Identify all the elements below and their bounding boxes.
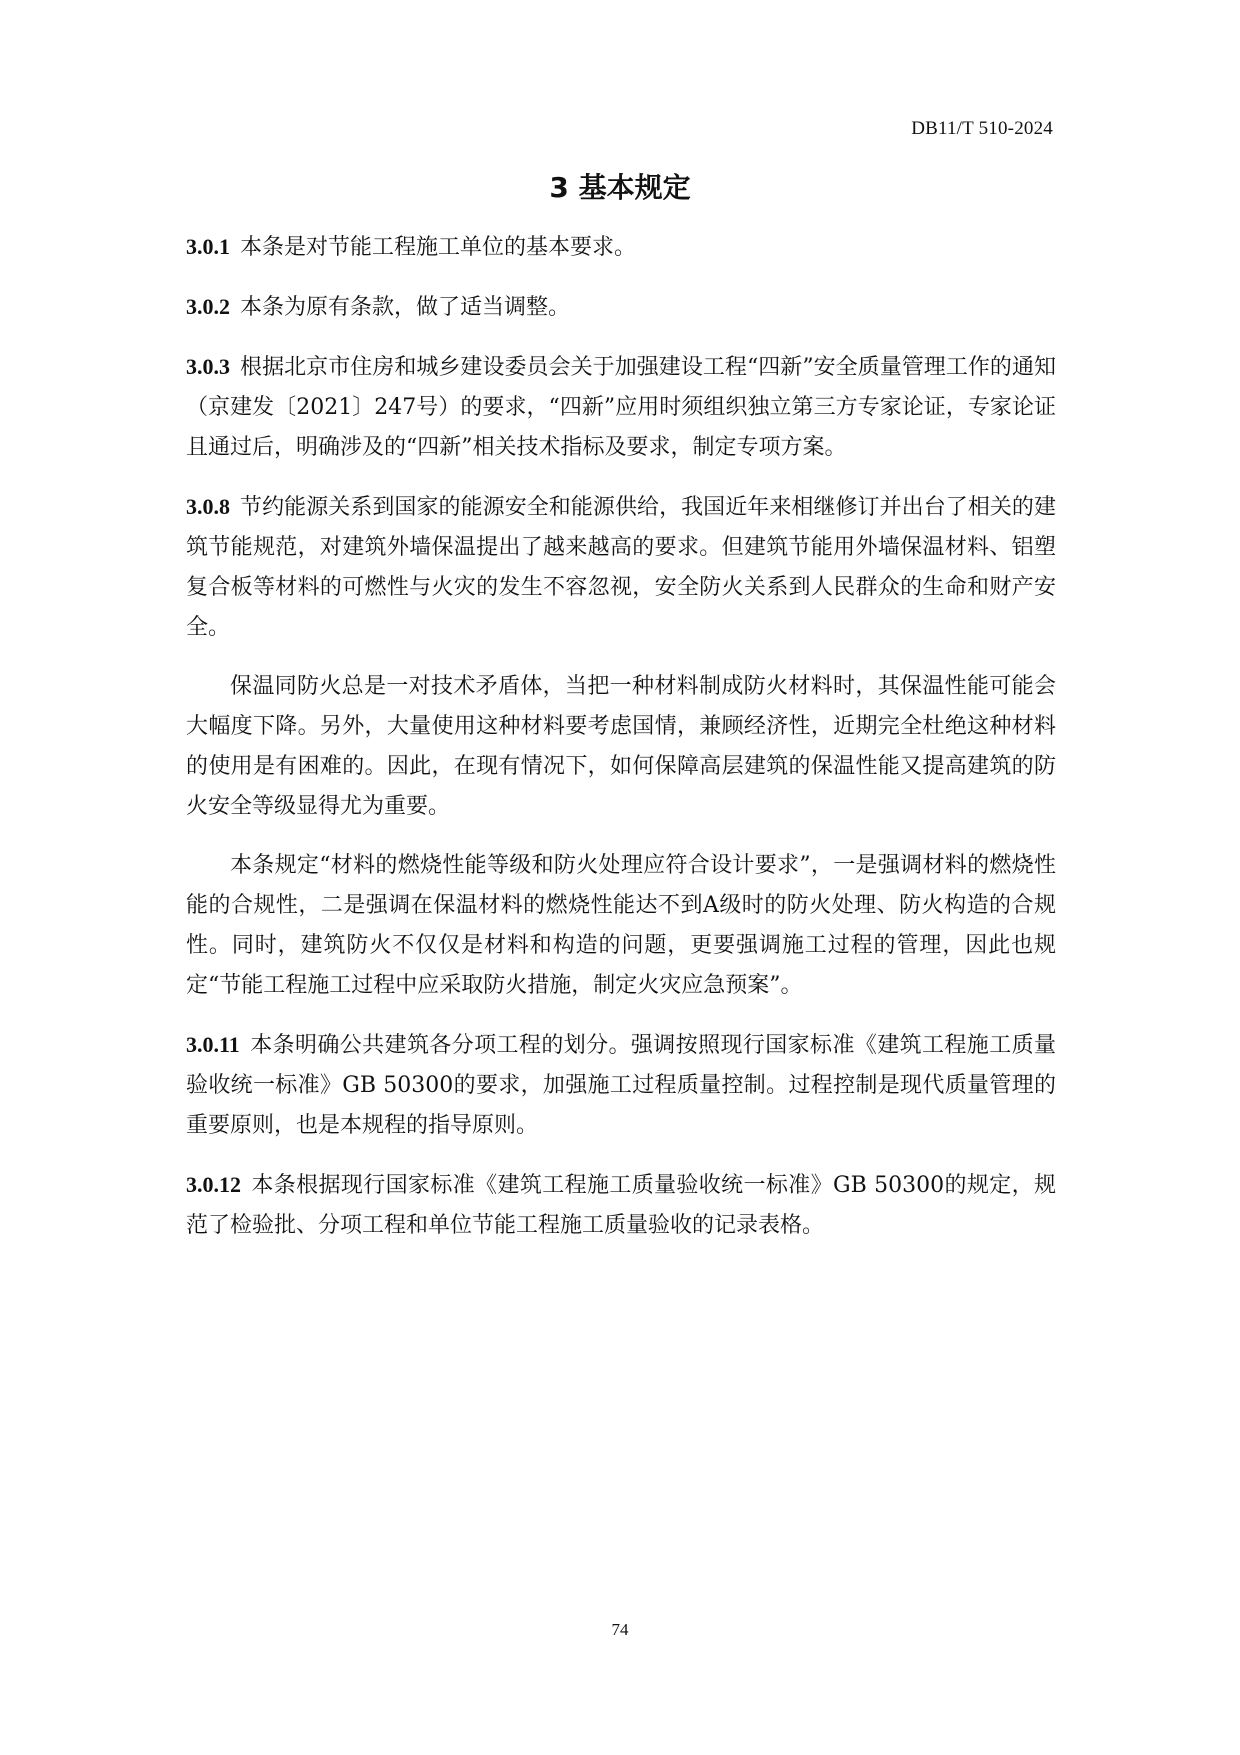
clause-3-0-2 [186, 287, 1056, 328]
chapter-title: 3 基本规定 [549, 171, 691, 204]
clause-3-0-8 [186, 487, 1056, 648]
clause-3-0-11 [186, 1025, 1056, 1146]
clause-number: 3.0.8 [186, 494, 230, 519]
standard-code: DB11/T 510-2024 [911, 118, 1053, 139]
page-number: 74 [611, 1620, 629, 1639]
clause-text: 本条是对节能工程施工单位的基本要求。 [240, 235, 637, 260]
clause-text: 根据北京市住房和城乡建设委员会关于加强建设工程“四新”安全质量管理工作的通知（京建发〔2021〕247号）的要求，“四新”应用时须组织独立第三方专家论证，专家论证且通过后，明确涉及的“四新”相关技术指标及要求，制定专项方案。 [186, 355, 1056, 460]
clause-3-0-3 [186, 347, 1056, 468]
clause-text: 节约能源关系到国家的能源安全和能源供给，我国近年来相继修订并出台了相关的建筑节能规范，对建筑外墙保温提出了越来越高的要求。但建筑节能用外墙保温材料、铝塑复合板等材料的可燃性与火灾的发生不容忽视，安全防火关系到人民群众的生命和财产安全。 [186, 495, 1056, 640]
clause-3-0-8-paragraph-3: 本条规定“材料的燃烧性能等级和防火处理应符合设计要求”，一是强调材料的燃烧性能的合规性，二是强调在保温材料的燃烧性能达不到A级时的防火处理、防火构造的合规性。同时，建筑防火不仅仅是材料和构造的问题，更要强调施工过程的管理，因此也规定“节能工程施工过程中应采取防火措施，制定火灾应急预案”。 [186, 853, 1056, 998]
clause-3-0-1 [186, 227, 1056, 268]
clause-number: 3.0.2 [186, 294, 230, 319]
clause-text: 本条根据现行国家标准《建筑工程施工质量验收统一标准》GB 50300的规定，规范了检验批、分项工程和单位节能工程施工质量验收的记录表格。 [186, 1173, 1056, 1238]
clause-number: 3.0.3 [186, 354, 230, 379]
body-text [186, 227, 1056, 1265]
clause-number: 3.0.12 [186, 1172, 241, 1197]
clause-text: 本条明确公共建筑各分项工程的划分。强调按照现行国家标准《建筑工程施工质量验收统一标准》GB 50300的要求，加强施工过程质量控制。过程控制是现代质量管理的重要原则，也是本规程的指导原则。 [186, 1033, 1056, 1138]
clause-number: 3.0.11 [186, 1032, 240, 1057]
clause-text: 本条为原有条款，做了适当调整。 [240, 295, 571, 320]
clause-3-0-12 [186, 1165, 1056, 1246]
clause-3-0-8-paragraph-2: 保温同防火总是一对技术矛盾体，当把一种材料制成防火材料时，其保温性能可能会大幅度下降。另外，大量使用这种材料要考虑国情，兼顾经济性，近期完全杜绝这种材料的使用是有困难的。因此，在现有情况下，如何保障高层建筑的保温性能又提高建筑的防火安全等级显得尤为重要。 [186, 674, 1056, 819]
clause-number: 3.0.1 [186, 234, 230, 259]
